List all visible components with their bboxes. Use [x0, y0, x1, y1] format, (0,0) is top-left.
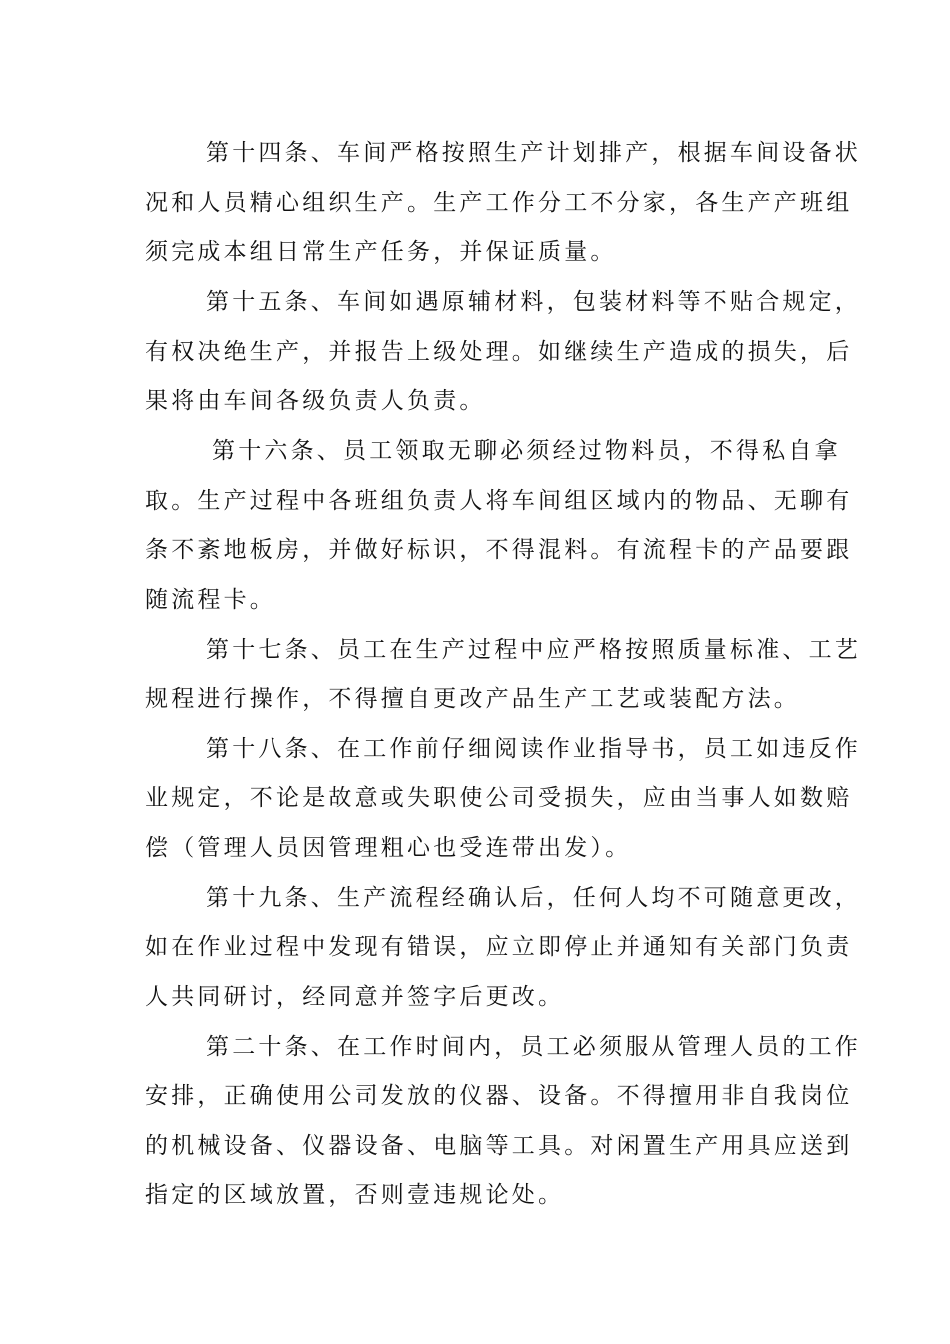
article-16-line-2: 取。生产过程中各班组负责人将车间组区域内的物品、无聊有 [145, 488, 853, 514]
article-15-line-1: 第十五条、车间如遇原辅材料，包装材料等不贴合规定， [206, 289, 861, 315]
article-16-line-4: 随流程卡。 [145, 587, 276, 613]
article-20-line-2: 安排，正确使用公司发放的仪器、设备。不得擅用非自我岗位 [145, 1083, 853, 1109]
article-17-line-2: 规程进行操作，不得擅自更改产品生产工艺或装配方法。 [145, 686, 800, 712]
article-14-line-1: 第十四条、车间严格按照生产计划排产，根据车间设备状 [206, 140, 861, 166]
article-20-line-1: 第二十条、在工作时间内，员工必须服从管理人员的工作 [206, 1034, 861, 1060]
article-18-line-2: 业规定，不论是故意或失职使公司受损失，应由当事人如数赔 [145, 785, 853, 811]
article-14-line-2: 况和人员精心组织生产。生产工作分工不分家，各生产产班组 [145, 190, 853, 216]
article-19-line-3: 人共同研讨，经同意并签字后更改。 [145, 984, 565, 1010]
article-20-line-3: 的机械设备、仪器设备、电脑等工具。对闲置生产用具应送到 [145, 1133, 853, 1159]
article-15-line-2: 有权决绝生产，并报告上级处理。如继续生产造成的损失，后 [145, 339, 853, 365]
article-18-line-1: 第十八条、在工作前仔细阅读作业指导书，员工如违反作 [206, 736, 861, 762]
article-19-line-2: 如在作业过程中发现有错误，应立即停止并通知有关部门负责 [145, 934, 853, 960]
article-19-line-1: 第十九条、生产流程经确认后，任何人均不可随意更改， [206, 885, 861, 911]
article-14-line-3: 须完成本组日常生产任务，并保证质量。 [145, 239, 617, 265]
article-20-line-4: 指定的区域放置，否则壹违规论处。 [145, 1182, 565, 1208]
article-18-line-3: 偿（管理人员因管理粗心也受连带出发）。 [145, 835, 632, 861]
article-16-line-1: 第十六条、员工领取无聊必须经过物料员，不得私自拿 [212, 438, 841, 464]
article-17-line-1: 第十七条、员工在生产过程中应严格按照质量标准、工艺 [206, 637, 861, 663]
article-15-line-3: 果将由车间各级负责人负责。 [145, 388, 486, 414]
article-16-line-3: 条不紊地板房，并做好标识，不得混料。有流程卡的产品要跟 [145, 537, 853, 563]
